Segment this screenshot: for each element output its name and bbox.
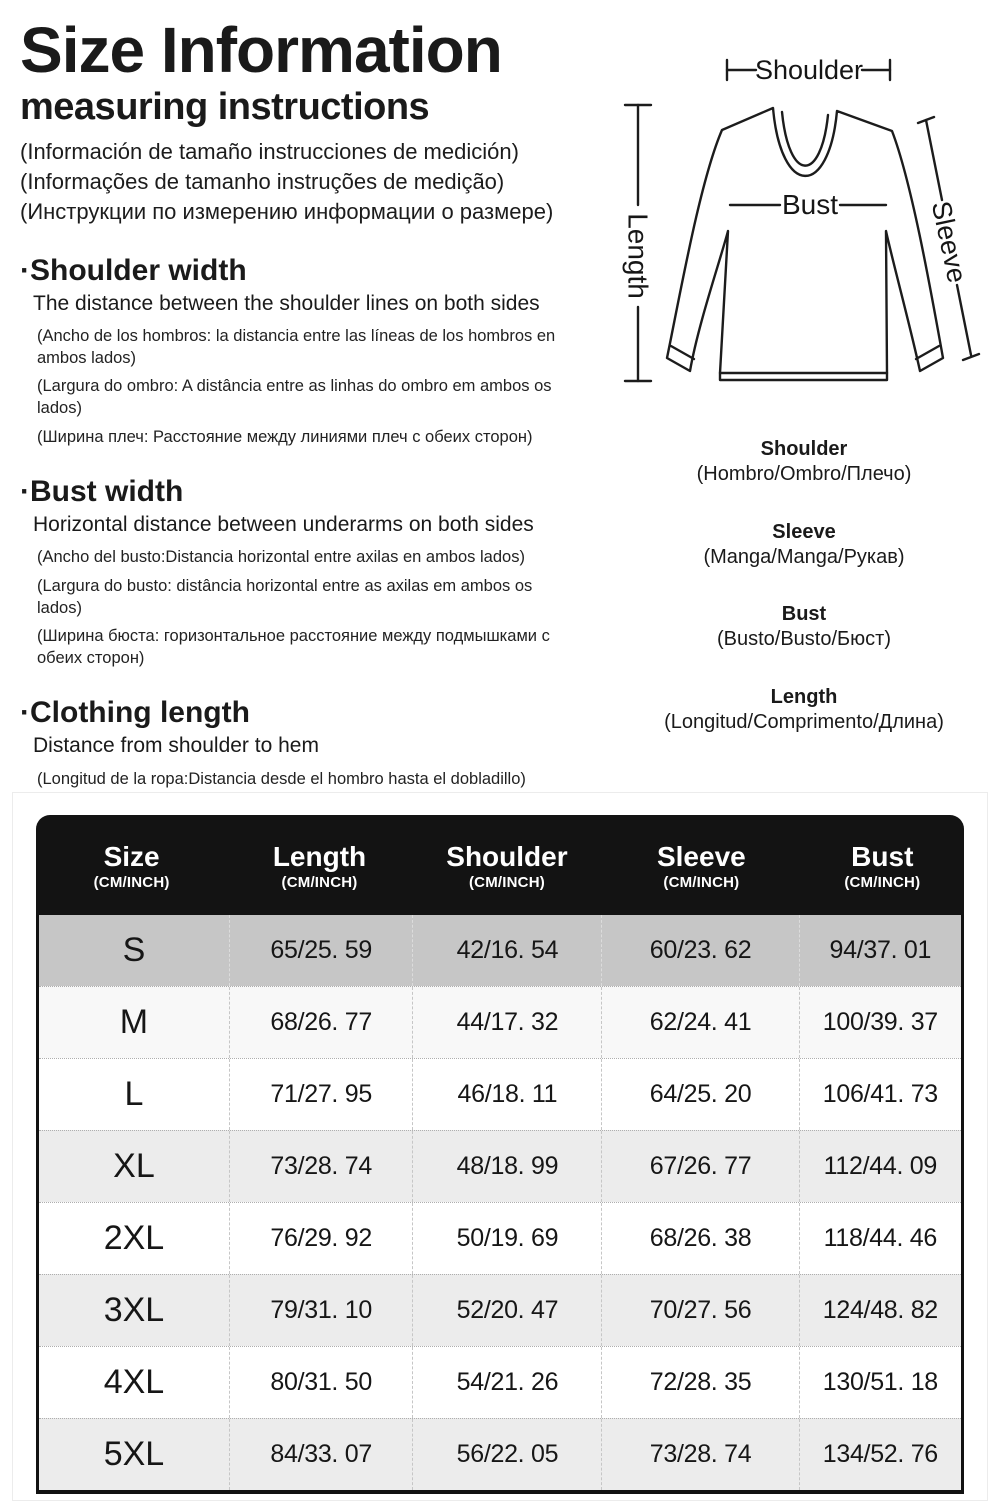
legend-translation: (Manga/Manga/Рукав) — [703, 545, 905, 568]
cell-length: 80/31. 50 — [229, 1347, 412, 1418]
column-label: Length — [272, 841, 367, 872]
table-row-3xl — [39, 1274, 961, 1346]
cell-sleeve: 62/24. 41 — [601, 987, 798, 1058]
cell-size: XL — [113, 1147, 155, 1185]
cell-size: S — [122, 931, 146, 969]
legend-item-shoulder — [608, 436, 1000, 488]
right-cuff-line — [916, 346, 939, 359]
legend-term: Shoulder — [760, 438, 848, 460]
cell-size: 3XL — [103, 1291, 165, 1329]
cell-bust: 118/44. 46 — [799, 1203, 961, 1274]
measurement-legend — [608, 436, 1000, 766]
translation-pt: (Largura do ombro: A distância entre as linhas do ombro em ambos os lados) — [37, 377, 552, 417]
cell-shoulder: 56/22. 05 — [412, 1419, 601, 1490]
section-heading: ·Shoulder width — [20, 253, 247, 287]
left-cuff-line — [671, 346, 694, 359]
section-bust-width — [20, 475, 585, 669]
section-description: The distance between the shoulder lines on both sides — [33, 291, 540, 315]
header-cell-sleeve — [602, 839, 801, 891]
table-row-xl — [39, 1130, 961, 1202]
cell-shoulder: 52/20. 47 — [412, 1275, 601, 1346]
cell-length: 84/33. 07 — [229, 1419, 412, 1490]
translation-ru: (Ширина бюста: горизонтальное расстояние между подмышками с обеих сторон) — [37, 627, 550, 667]
cell-sleeve: 64/25. 20 — [601, 1059, 798, 1130]
cell-size: 2XL — [103, 1219, 165, 1257]
subtitle-translations — [20, 137, 585, 227]
legend-translation: (Longitud/Comprimento/Длина) — [664, 710, 944, 733]
cell-length: 76/29. 92 — [229, 1203, 412, 1274]
table-row-s — [39, 915, 961, 986]
diagram-sleeve-label: Sleeve — [925, 198, 973, 286]
shirt-measurement-diagram — [600, 33, 1000, 425]
cell-sleeve: 68/26. 38 — [601, 1203, 798, 1274]
translation-es: (Ancho del busto:Distancia horizontal entre axilas en ambos lados) — [37, 548, 525, 567]
cell-sleeve: 73/28. 74 — [601, 1419, 798, 1490]
cell-length: 65/25. 59 — [229, 915, 412, 986]
column-label: Shoulder — [446, 841, 568, 872]
page-subtitle: measuring instructions — [20, 86, 430, 129]
legend-term: Sleeve — [772, 520, 836, 543]
section-description: Distance from shoulder to hem — [33, 734, 319, 758]
collar-inner-line — [782, 112, 828, 166]
header-cell-bust — [801, 839, 964, 891]
section-heading: ·Clothing length — [20, 696, 250, 730]
subtitle-translation-es: (Información de tamaño instrucciones de medición) — [20, 139, 519, 165]
cell-bust: 112/44. 09 — [799, 1131, 961, 1202]
section-translations — [20, 326, 585, 448]
header-cell-size — [36, 839, 227, 891]
cell-size: 5XL — [103, 1435, 165, 1473]
cell-length: 79/31. 10 — [229, 1275, 412, 1346]
cell-bust: 124/48. 82 — [799, 1275, 961, 1346]
table-row-2xl — [39, 1202, 961, 1274]
translation-ru: (Ширина плеч: Расстояние между линиями плеч с обеих сторон) — [37, 427, 533, 446]
cell-length: 71/27. 95 — [229, 1059, 412, 1130]
cell-shoulder: 44/17. 32 — [412, 987, 601, 1058]
subtitle-translation-ru: (Инструкции по измерению информации о размере) — [20, 198, 554, 224]
table-row-5xl — [39, 1418, 961, 1490]
table-row-l — [39, 1058, 961, 1130]
cell-sleeve: 67/26. 77 — [601, 1131, 798, 1202]
cell-length: 68/26. 77 — [229, 987, 412, 1058]
cell-size: M — [119, 1003, 149, 1041]
translation-pt: (Largura do busto: distância horizontal entre as axilas em ambos os lados) — [37, 577, 533, 617]
table-row-m — [39, 986, 961, 1058]
measuring-instructions — [20, 14, 585, 855]
cell-bust: 130/51. 18 — [799, 1347, 961, 1418]
legend-item-length — [608, 684, 1000, 736]
shirt-outline — [667, 108, 943, 380]
header-cell-length — [227, 839, 412, 891]
column-label: Size — [103, 841, 160, 872]
page-title: Size Information — [20, 14, 502, 86]
cell-sleeve: 60/23. 62 — [601, 915, 798, 986]
cell-bust: 94/37. 01 — [799, 915, 961, 986]
cell-shoulder: 46/18. 11 — [412, 1059, 601, 1130]
legend-item-bust — [608, 601, 1000, 653]
legend-term: Length — [770, 685, 838, 708]
column-unit: (CM/INCH) — [93, 874, 170, 891]
legend-translation: (Hombro/Ombro/Плечо) — [696, 463, 912, 485]
cell-length: 73/28. 74 — [229, 1131, 412, 1202]
cell-sleeve: 72/28. 35 — [601, 1347, 798, 1418]
section-shoulder-width — [20, 254, 585, 448]
legend-item-sleeve — [608, 519, 1000, 571]
diagram-shoulder-label: Shoulder — [754, 55, 864, 85]
subtitle-translation-pt: (Informações de tamanho instruções de medição) — [20, 168, 505, 194]
diagram-bust-label: Bust — [781, 189, 839, 220]
cell-bust: 106/41. 73 — [799, 1059, 961, 1130]
cell-bust: 134/52. 76 — [799, 1419, 961, 1490]
column-label: Sleeve — [656, 841, 746, 872]
translation-es: (Longitud de la ropa:Distancia desde el hombro hasta el dobladillo) — [37, 769, 526, 788]
cell-shoulder: 48/18. 99 — [412, 1131, 601, 1202]
diagram-length-label: Length — [622, 213, 654, 299]
cell-sleeve: 70/27. 56 — [601, 1275, 798, 1346]
table-row-4xl — [39, 1346, 961, 1418]
column-unit: (CM/INCH) — [281, 874, 358, 891]
translation-es: (Ancho de los hombros: la distancia entre las líneas de los hombros en ambos lados) — [37, 327, 556, 367]
legend-term: Bust — [781, 603, 827, 626]
cell-size: 4XL — [103, 1363, 165, 1401]
column-unit: (CM/INCH) — [663, 874, 740, 891]
cell-size: L — [124, 1075, 144, 1113]
size-table-header — [36, 815, 964, 915]
cell-shoulder: 54/21. 26 — [412, 1347, 601, 1418]
cell-shoulder: 42/16. 54 — [412, 915, 601, 986]
section-translations — [20, 547, 585, 669]
column-unit: (CM/INCH) — [844, 874, 921, 891]
legend-translation: (Busto/Busto/Бюст) — [716, 628, 891, 651]
section-description: Horizontal distance between underarms on both sides — [33, 513, 534, 537]
section-heading: ·Bust width — [20, 475, 184, 509]
size-table-body — [36, 915, 964, 1494]
column-unit: (CM/INCH) — [468, 874, 545, 891]
size-table-panel — [12, 792, 988, 1501]
cell-shoulder: 50/19. 69 — [412, 1203, 601, 1274]
column-label: Bust — [851, 841, 914, 872]
cell-bust: 100/39. 37 — [799, 987, 961, 1058]
header-cell-shoulder — [412, 839, 602, 891]
